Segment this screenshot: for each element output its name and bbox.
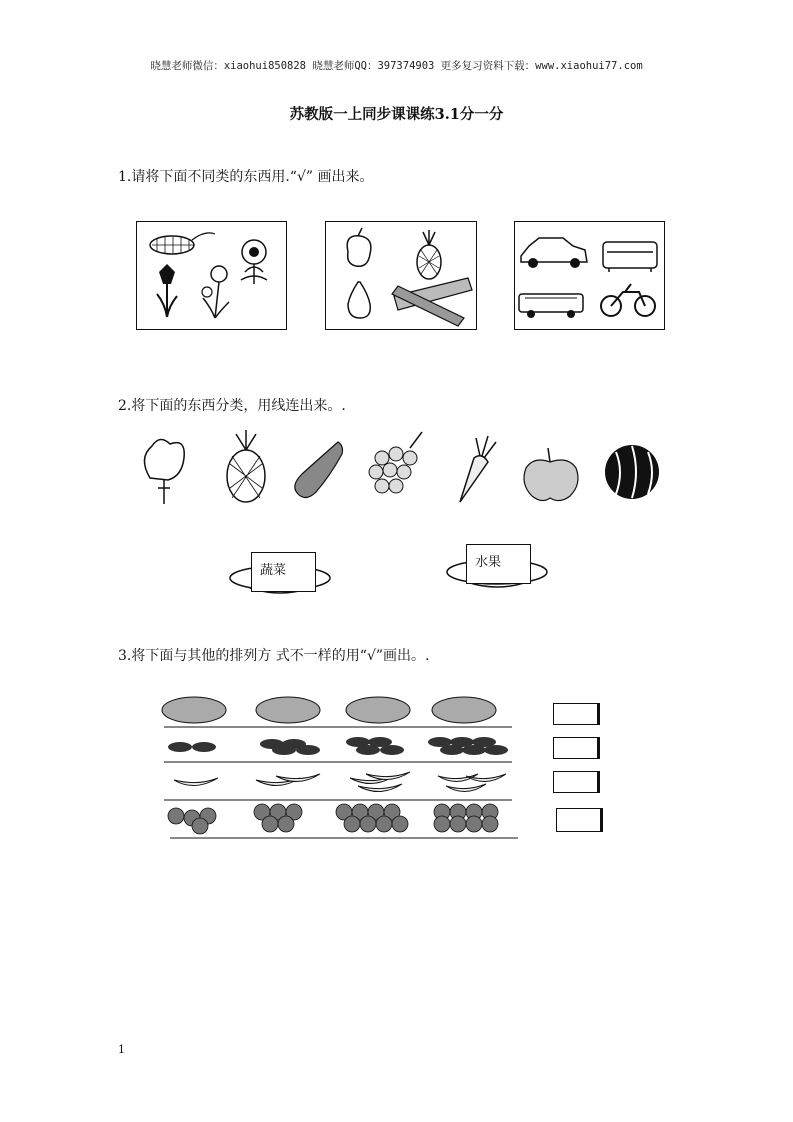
flower-icon	[202, 266, 229, 318]
q3-arrangements	[160, 692, 530, 842]
apple-icon	[524, 448, 578, 501]
vegetable-category-box[interactable]	[251, 552, 316, 592]
q1-group-2[interactable]	[325, 221, 477, 330]
fruit-category-box[interactable]	[466, 544, 531, 584]
car-icon	[521, 238, 587, 268]
answer-box-row-2[interactable]	[553, 737, 600, 759]
carrot-icon	[460, 436, 496, 502]
q2-items	[130, 428, 670, 508]
header-contact-line: 晓慧老师微信：xiaohui850828 晓慧老师QQ：397374903 更多复习资料下载：www.xiaohui77.com	[150, 60, 643, 72]
tulip-icon	[157, 264, 177, 317]
banana-row	[174, 772, 506, 792]
grapes-icon	[369, 432, 422, 493]
sofa-icon	[603, 242, 657, 272]
pear-icon	[348, 282, 370, 318]
ruler-icon	[392, 278, 472, 326]
answer-box-row-1[interactable]	[553, 703, 600, 725]
page-title: 苏教版一上同步课课练3.1分一分	[289, 106, 504, 123]
motorcycle-icon	[601, 284, 655, 316]
q1-group-1[interactable]	[136, 221, 287, 330]
question-3-text: 3.将下面与其他的排列方 式不一样的用“√”画出。.	[118, 648, 430, 664]
tomato-row	[168, 804, 498, 834]
spinach-icon	[144, 439, 184, 504]
eggplant-icon	[295, 442, 343, 498]
pineapple-icon	[417, 230, 441, 279]
fruit-label: 水果	[475, 555, 502, 570]
answer-box-row-3[interactable]	[553, 771, 600, 793]
q1-group-2-art	[326, 222, 476, 329]
corn-icon	[150, 233, 215, 254]
bus-icon	[519, 294, 583, 318]
q1-group-3[interactable]	[514, 221, 665, 330]
answer-box-row-4[interactable]	[556, 808, 603, 832]
page-number: 1	[118, 1043, 125, 1056]
sunflower-icon	[241, 240, 267, 284]
vegetable-label: 蔬菜	[260, 563, 287, 578]
q1-group-3-art	[515, 222, 664, 329]
kiwi-row	[162, 697, 496, 723]
q1-group-1-art	[137, 222, 286, 329]
question-1-text: 1.请将下面不同类的东西用.“√” 画出来。	[118, 169, 374, 185]
question-2-text: 2.将下面的东西分类，用线连出来。.	[118, 398, 346, 414]
watermelon-icon	[605, 445, 659, 499]
pineapple-icon	[227, 430, 265, 502]
peapod-row	[168, 737, 508, 755]
peach-icon	[347, 228, 371, 266]
